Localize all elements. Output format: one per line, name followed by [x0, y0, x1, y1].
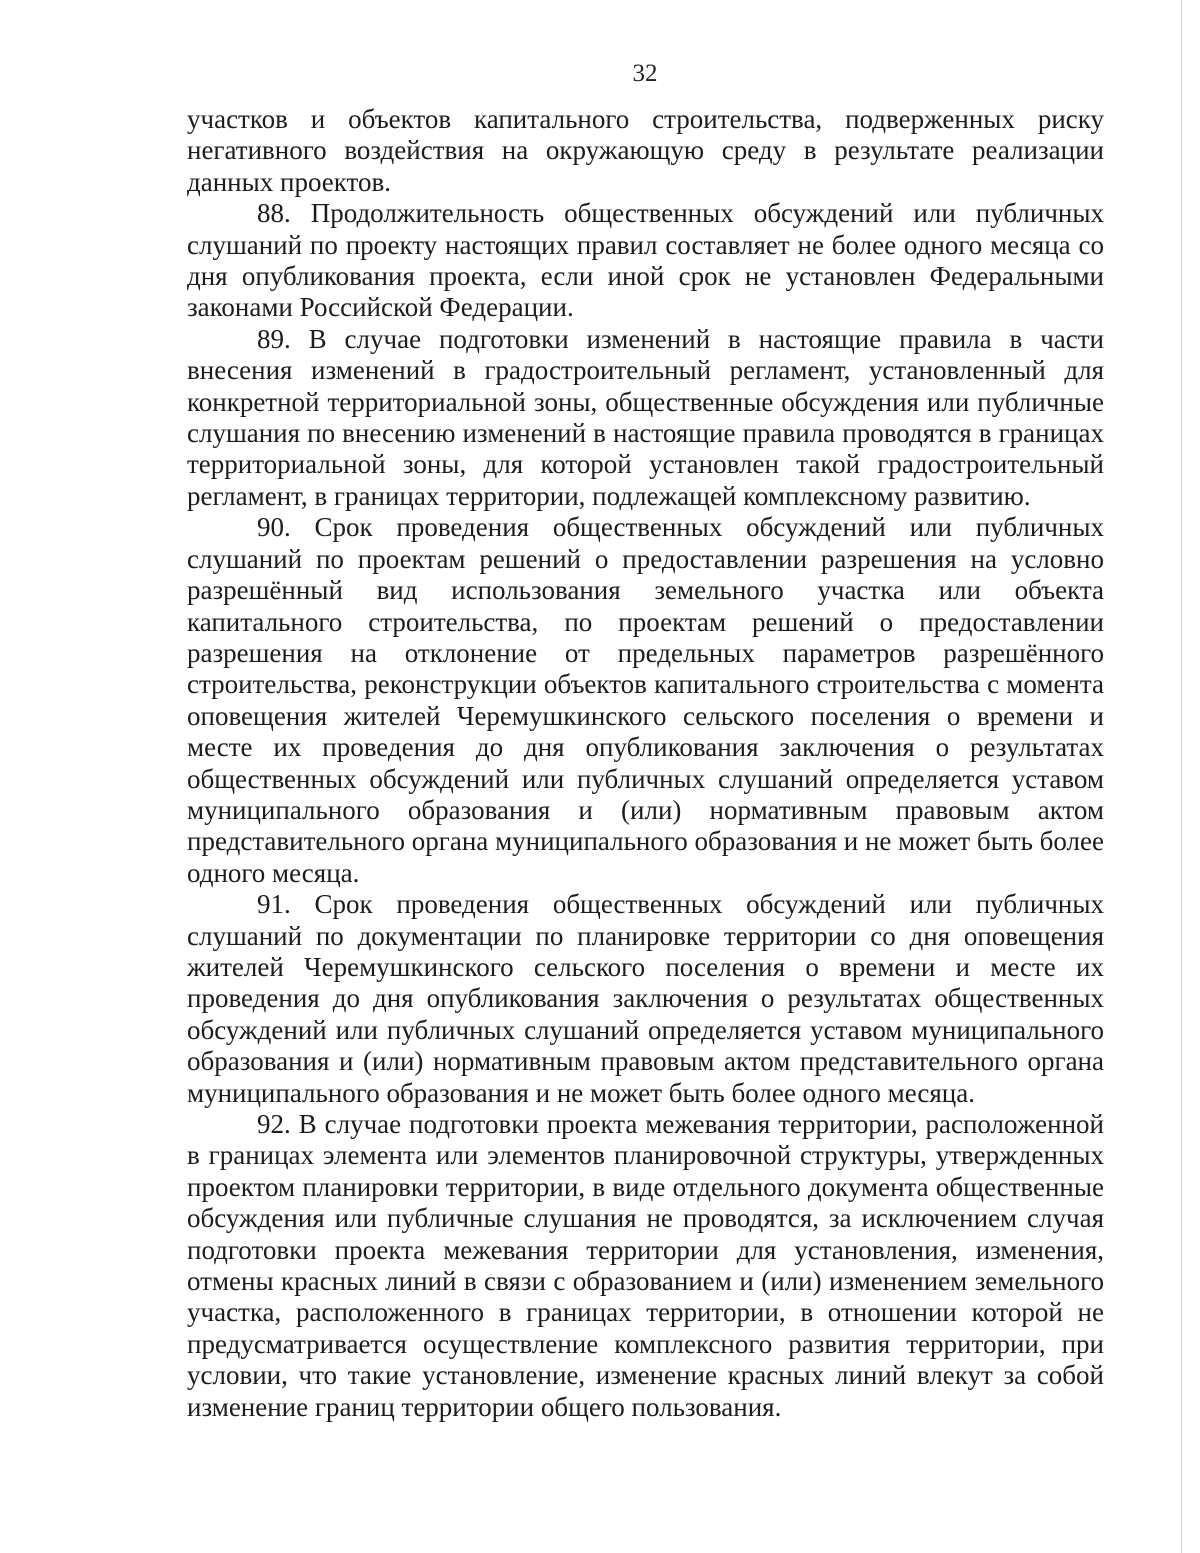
paragraph-item-91: 91. Срок проведения общественных обсуждений или публичных слушаний по документации по планировке территории со дня оповещения жителей Черемушкинского сельского поселения о времени и месте их проведения до дня опубликования заключения о результатах общественных обсуждений или публичных слушаний определяется уставом муниципального образования и (или) нормативным правовым актом представительного органа муниципального образования и не может быть более одного месяца.: [187, 889, 1104, 1108]
paragraph-item-92: 92. В случае подготовки проекта межевания территории, расположенной в границах элемента или элементов планировочной структуры, утвержденных проектом планировки территории, в виде отдельного документа общественные обсуждения или публичные слушания не проводятся, за исключением случая подготовки проекта межевания территории для установления, изменения, отмены красных линий в связи с образованием и (или) изменением земельного участка, расположенного в границах территории, в отношении которой не предусматривается осуществление комплексного развития территории, при условии, что такие установление, изменение красных линий влекут за собой изменение границ территории общего пользования.: [187, 1109, 1104, 1422]
document-body: [187, 104, 1104, 1423]
page-number: 32: [632, 60, 658, 87]
paragraph-item-90: 90. Срок проведения общественных обсуждений или публичных слушаний по проектам решений о предоставлении разрешения на условно разрешённый вид использования земельного участка или объекта капитального строительства, по проектам решений о предоставлении разрешения на отклонение от предельных параметров разрешённого строительства, реконструкции объектов капитального строительства с момента оповещения жителей Черемушкинского сельского поселения о времени и месте их проведения до дня опубликования заключения о результатах общественных обсуждений или публичных слушаний определяется уставом муниципального образования и (или) нормативным правовым актом представительного органа муниципального образования и не может быть более одного месяца.: [187, 512, 1104, 888]
paragraph-item-89: 89. В случае подготовки изменений в настоящие правила в части внесения изменений в градостроительный регламент, установленный для конкретной территориальной зоны, общественные обсуждения или публичные слушания по внесению изменений в настоящие правила проводятся в границах территориальной зоны, для которой установлен такой градостроительный регламент, в границах территории, подлежащей комплексному развитию.: [187, 323, 1104, 511]
paragraph-item-88: 88. Продолжительность общественных обсуждений или публичных слушаний по проекту настоящих правил составляет не более одного месяца со дня опубликования проекта, если иной срок не установлен Федеральными законами Российской Федерации.: [187, 198, 1104, 323]
scan-edge-line: [1181, 0, 1182, 1553]
paragraph-continuation: участков и объектов капитального строительства, подверженных риску негативного воздействия на окружающую среду в результате реализации данных проектов.: [187, 104, 1104, 197]
